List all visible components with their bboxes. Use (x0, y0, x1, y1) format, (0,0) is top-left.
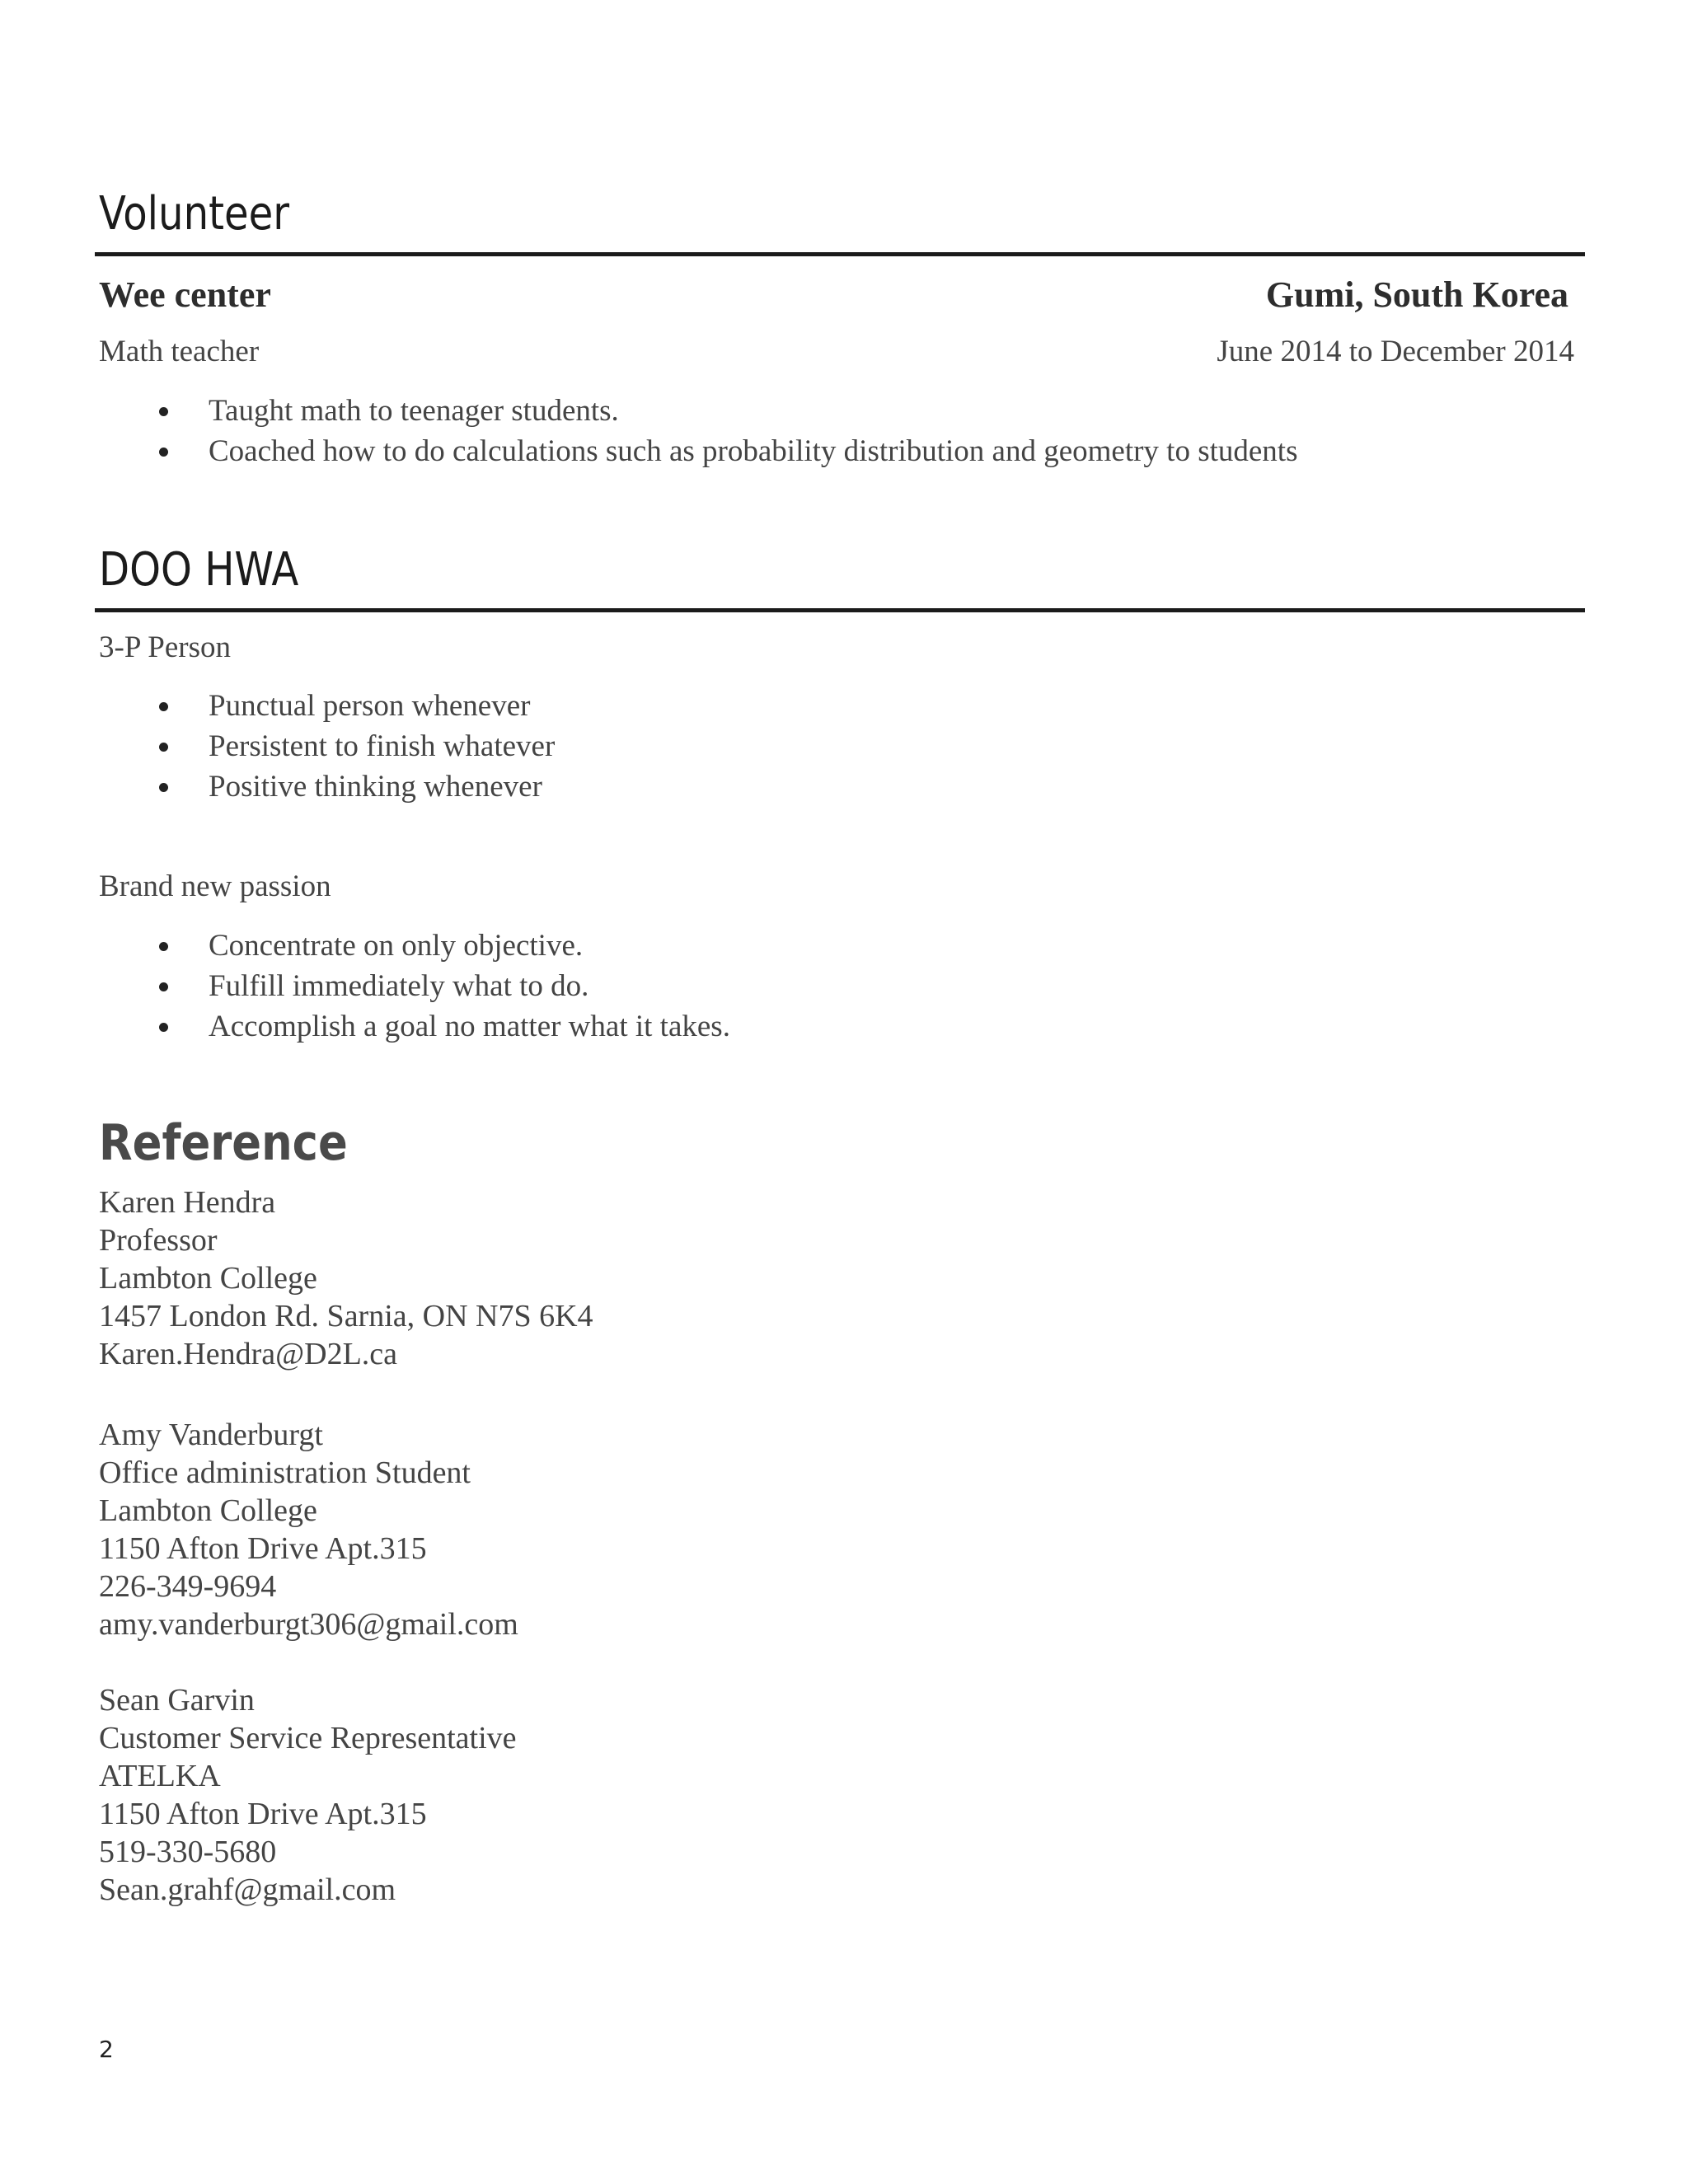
list-item (152, 926, 730, 966)
reference-name: Sean Garvin (99, 1683, 255, 1718)
bullet-text: Accomplish a goal no matter what it takes. (209, 1010, 730, 1043)
volunteer-location: Gumi, South Korea (1265, 274, 1568, 315)
volunteer-role: Math teacher (99, 335, 260, 368)
bullet-icon (159, 407, 168, 416)
volunteer-organization: Wee center (99, 274, 271, 315)
bullet-text: Punctual person whenever (209, 689, 531, 723)
reference-address: 1150 Afton Drive Apt.315 (99, 1531, 427, 1566)
volunteer-heading: Volunteer (99, 187, 290, 241)
list-item (152, 766, 555, 807)
group1-title: 3-P Person (99, 630, 231, 664)
group1-bullet-list (152, 686, 555, 807)
reference-heading: Reference (99, 1114, 348, 1172)
bullet-icon (159, 942, 168, 951)
list-item (152, 1006, 730, 1047)
list-item (152, 391, 1298, 431)
reference-entry (99, 1416, 518, 1643)
reference-email: amy.vanderburgt306@gmail.com (99, 1607, 518, 1642)
list-item (152, 686, 555, 726)
bullet-text: Taught math to teenager students. (209, 394, 619, 428)
bullet-text: Fulfill immediately what to do. (209, 969, 589, 1003)
list-item (152, 431, 1298, 471)
bullet-text: Concentrate on only objective. (209, 929, 584, 963)
reference-entry (99, 1681, 517, 1909)
bullet-icon (159, 702, 168, 711)
reference-organization: Lambton College (99, 1261, 317, 1296)
bullet-icon (159, 448, 168, 457)
bullet-icon (159, 743, 168, 752)
reference-phone: 226-349-9694 (99, 1569, 277, 1604)
volunteer-divider (95, 252, 1585, 256)
page-number: 2 (99, 2036, 114, 2063)
bullet-icon (159, 1023, 168, 1032)
group2-title: Brand new passion (99, 869, 331, 903)
doo-hwa-divider (95, 608, 1585, 612)
reference-entry (99, 1183, 593, 1373)
reference-organization: ATELKA (99, 1759, 221, 1793)
reference-name: Karen Hendra (99, 1185, 276, 1220)
bullet-text: Coached how to do calculations such as probability distribution and geometry to students (209, 434, 1298, 468)
volunteer-dates: June 2014 to December 2014 (1217, 335, 1574, 368)
group2-bullet-list (152, 926, 730, 1047)
reference-organization: Lambton College (99, 1493, 317, 1528)
reference-title: Customer Service Representative (99, 1721, 517, 1755)
reference-address: 1150 Afton Drive Apt.315 (99, 1797, 427, 1831)
doo-hwa-heading: DOO HWA (99, 543, 299, 597)
bullet-icon (159, 783, 168, 792)
reference-name: Amy Vanderburgt (99, 1418, 323, 1452)
list-item (152, 726, 555, 766)
bullet-text: Persistent to finish whatever (209, 729, 556, 763)
reference-title: Professor (99, 1223, 218, 1258)
reference-email: Sean.grahf@gmail.com (99, 1872, 396, 1907)
volunteer-bullet-list (152, 391, 1298, 471)
reference-email: Karen.Hendra@D2L.ca (99, 1337, 398, 1371)
reference-title: Office administration Student (99, 1455, 471, 1490)
bullet-icon (159, 982, 168, 991)
reference-address: 1457 London Rd. Sarnia, ON N7S 6K4 (99, 1299, 593, 1333)
list-item (152, 966, 730, 1006)
reference-phone: 519-330-5680 (99, 1835, 277, 1869)
bullet-text: Positive thinking whenever (209, 770, 542, 804)
